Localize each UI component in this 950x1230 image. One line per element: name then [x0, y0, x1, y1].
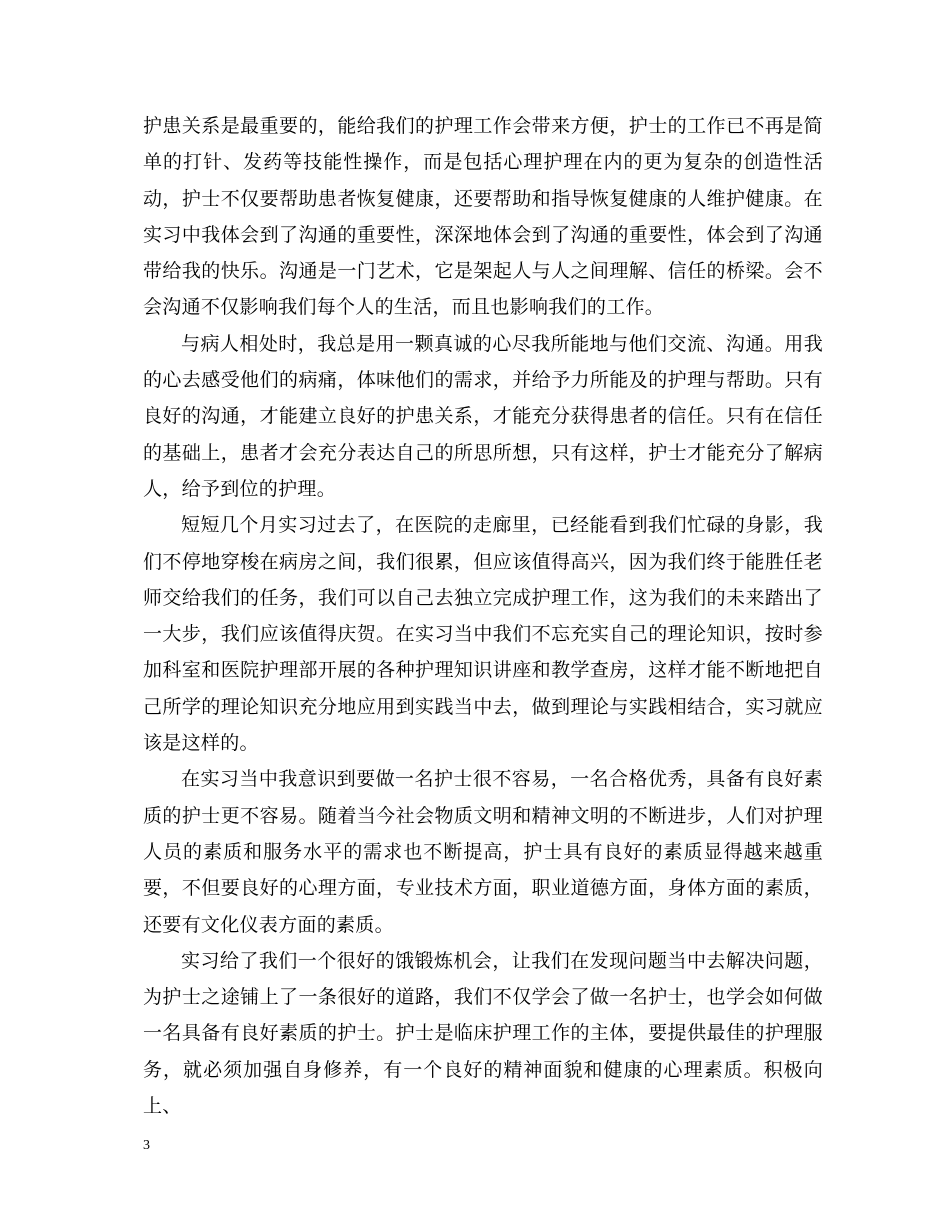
paragraph-3: 短短几个月实习过去了，在医院的走廊里，已经能看到我们忙碌的身影，我们不停地穿梭在病房之间，我们很累，但应该值得高兴，因为我们终于能胜任老师交给我们的任务，我们可以自己去独立完成护理工作，这为我们的未来踏出了一大步，我们应该值得庆贺。在实习当中我们不忘充实自己的理论知识，按时参加科室和医院护理部开展的各种护理知识讲座和教学查房，这样才能不断地把自己所学的理论知识充分地应用到实践当中去，做到理论与实践相结合，实习就应该是这样的。 [143, 514, 823, 755]
paragraph-1: 护患关系是最重要的，能给我们的护理工作会带来方便，护士的工作已不再是简单的打针、发药等技能性操作，而是包括心理护理在内的更为复杂的创造性活动，护士不仅要帮助患者恢复健康，还要帮助和指导恢复健康的人维护健康。在实习中我体会到了沟通的重要性，深深地体会到了沟通的重要性，体会到了沟通带给我的快乐。沟通是一门艺术，它是架起人与人之间理解、信任的桥梁。会不会沟通不仅影响我们每个人的生活，而且也影响我们的工作。 [143, 115, 823, 319]
body-text [143, 108, 823, 1124]
paragraph-2: 与病人相处时，我总是用一颗真诚的心尽我所能地与他们交流、沟通。用我的心去感受他们的病痛，体味他们的需求，并给予力所能及的护理与帮助。只有良好的沟通，才能建立良好的护患关系，才能充分获得患者的信任。只有在信任的基础上，患者才会充分表达自己的所思所想，只有这样，护士才能充分了解病人，给予到位的护理。 [143, 332, 823, 500]
paragraph-5: 实习给了我们一个很好的饿锻炼机会，让我们在发现问题当中去解决问题，为护士之途铺上了一条很好的道路，我们不仅学会了做一名护士，也学会如何做一名具备有良好素质的护士。护士是临床护理工作的主体，要提供最佳的护理服务，就必须加强自身修养，有一个良好的精神面貌和健康的心理素质。积极向上、 [143, 949, 823, 1118]
page-number: 3 [143, 1138, 150, 1153]
paragraph-4: 在实习当中我意识到要做一名护士很不容易，一名合格优秀，具备有良好素质的护士更不容易。随着当今社会物质文明和精神文明的不断进步，人们对护理人员的素质和服务水平的需求也不断提高，护士具有良好的素质显得越来越重要，不但要良好的心理方面，专业技术方面，职业道德方面，身体方面的素质，还要有文化仪表方面的素质。 [143, 768, 823, 936]
